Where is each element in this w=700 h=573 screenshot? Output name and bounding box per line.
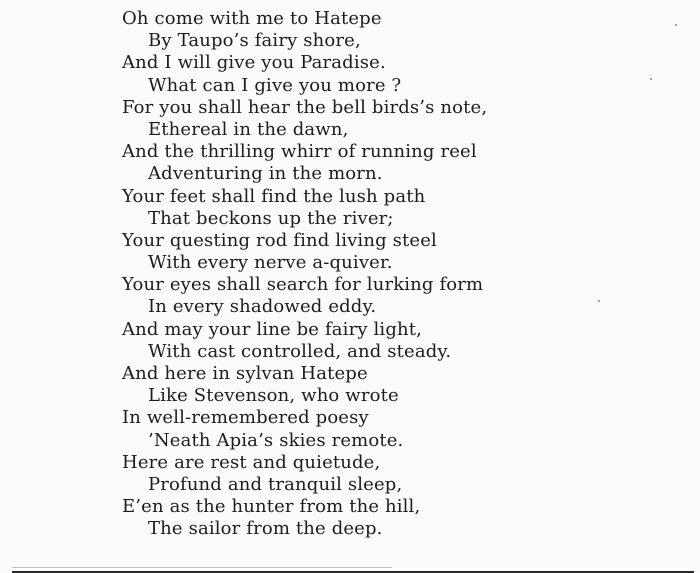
poem-line: And the thrilling whirr of running reel [122, 141, 477, 163]
print-speck [598, 300, 600, 302]
poem-line: Profund and tranquil sleep, [148, 473, 403, 495]
poem-line: In well-remembered poesy [122, 407, 369, 429]
poem-line: Your eyes shall search for lurking form [122, 274, 484, 296]
poem-line: And here in sylvan Hatepe [122, 363, 368, 384]
poem-line: With cast controlled, and steady. [148, 340, 452, 362]
poem-line: Here are rest and quietude, [122, 451, 381, 473]
poem-line: Adventuring in the morn. [148, 163, 383, 185]
poem-line: Oh come with me to Hatepe [122, 8, 382, 29]
poem-line: Like Stevenson, who wrote [148, 385, 399, 407]
poem-body [122, 8, 487, 541]
poem-line: Ethereal in the dawn, [148, 118, 349, 140]
poem-line: With every nerve a-quiver. [148, 252, 393, 274]
poem-line: What can I give you more ? [148, 74, 402, 96]
poem-line: That beckons up the river; [148, 207, 394, 229]
poem-line: By Taupo’s fairy shore, [148, 30, 361, 52]
print-speck [650, 78, 652, 80]
poem-line: In every shadowed eddy. [148, 296, 377, 318]
bottom-rule-faint [12, 567, 392, 568]
poem-line: ’Neath Apia’s skies remote. [148, 429, 404, 451]
poem-line: E’en as the hunter from the hill, [122, 496, 421, 518]
poem-line: Your feet shall find the lush path [122, 185, 426, 207]
poem-line: And I will give you Paradise. [122, 52, 386, 74]
poem-line: For you shall hear the bell birds’s note, [122, 96, 488, 118]
poem-line: The sailor from the deep. [148, 518, 383, 540]
poem-line: Your questing rod find living steel [122, 229, 437, 251]
print-speck [675, 24, 677, 26]
poem-line: And may your line be fairy light, [122, 318, 423, 340]
